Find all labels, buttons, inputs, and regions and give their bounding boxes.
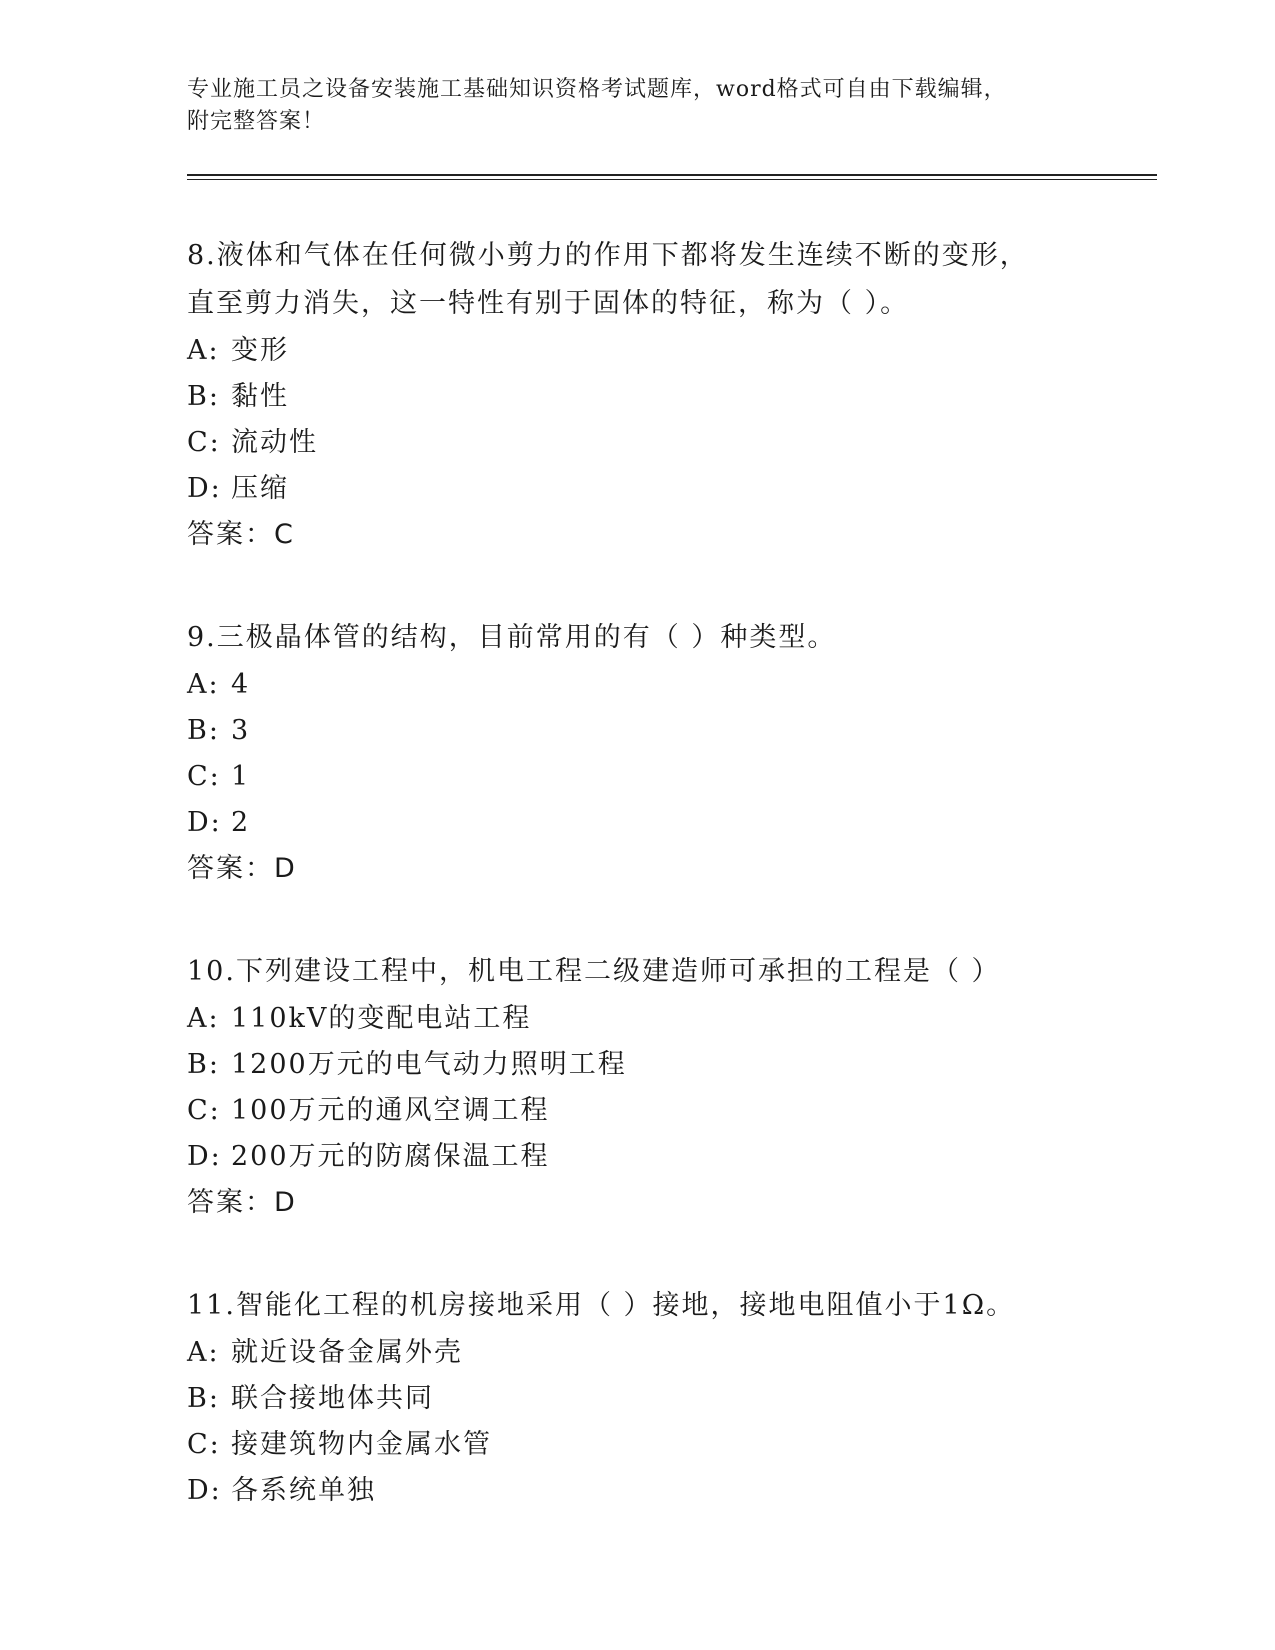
question-11 [187,1282,1157,1514]
option-key: A: [187,669,220,700]
option-key: D: [187,807,222,838]
option-key: B: [187,1383,220,1414]
option-key: B: [187,381,220,412]
option-a [187,1330,1157,1376]
option-d [187,800,1157,846]
option-c [187,754,1157,800]
question-9 [187,614,1157,892]
question-stem: 9.三极晶体管的结构，目前常用的有（ ）种类型。 [187,622,837,653]
option-key: D: [187,1475,222,1506]
option-text: 110kV的变配电站工程 [231,1003,532,1034]
option-key: C: [187,761,221,792]
document-header-line-1: 专业施工员之设备安装施工基础知识资格考试题库，word格式可自由下载编辑， [187,77,1007,102]
option-b [187,708,1157,754]
option-a [187,996,1157,1042]
question-8 [187,232,1157,558]
option-text: 4 [231,669,251,700]
document-page [187,74,1157,1514]
option-d [187,1468,1157,1514]
option-text: 接建筑物内金属水管 [231,1429,492,1460]
option-key: B: [187,715,220,746]
document-header-line-2: 附完整答案！ [187,109,326,134]
option-d [187,466,1157,512]
option-text: 各系统单独 [231,1475,376,1506]
option-key: D: [187,473,222,504]
divider-rule-top [187,174,1157,176]
option-text: 2 [231,807,251,838]
option-key: A: [187,335,220,366]
option-text: 3 [231,715,251,746]
question-stem: 8.液体和气体在任何微小剪力的作用下都将发生连续不断的变形，直至剪力消失，这一特性有别于固体的特征，称为（ ）。 [187,240,1029,319]
divider-rule-bottom [187,179,1157,180]
answer-line: 答案：D [187,1187,297,1218]
option-c [187,1088,1157,1134]
option-d [187,1134,1157,1180]
option-key: A: [187,1337,220,1368]
option-b [187,1042,1157,1088]
option-key: D: [187,1141,222,1172]
option-key: A: [187,1003,220,1034]
option-text: 压缩 [231,473,289,504]
option-a [187,328,1157,374]
option-c [187,1422,1157,1468]
answer-line: 答案：D [187,853,297,884]
option-text: 变形 [231,335,289,366]
option-text: 联合接地体共同 [231,1383,434,1414]
option-a [187,662,1157,708]
answer-line: 答案：C [187,519,295,550]
option-text: 1 [231,761,251,792]
option-b [187,1376,1157,1422]
option-text: 100万元的通风空调工程 [231,1095,550,1126]
option-key: C: [187,427,221,458]
option-text: 就近设备金属外壳 [231,1337,463,1368]
header-divider [187,174,1157,180]
option-key: C: [187,1095,221,1126]
option-c [187,420,1157,466]
question-stem: 11.智能化工程的机房接地采用（ ）接地，接地电阻值小于1Ω。 [187,1290,1016,1321]
question-stem: 10.下列建设工程中，机电工程二级建造师可承担的工程是（ ） [187,956,1001,987]
option-text: 200万元的防腐保温工程 [231,1141,550,1172]
question-10 [187,948,1157,1226]
option-key: C: [187,1429,221,1460]
option-text: 1200万元的电气动力照明工程 [231,1049,627,1080]
option-text: 流动性 [231,427,318,458]
option-b [187,374,1157,420]
option-text: 黏性 [231,381,289,412]
option-key: B: [187,1049,220,1080]
